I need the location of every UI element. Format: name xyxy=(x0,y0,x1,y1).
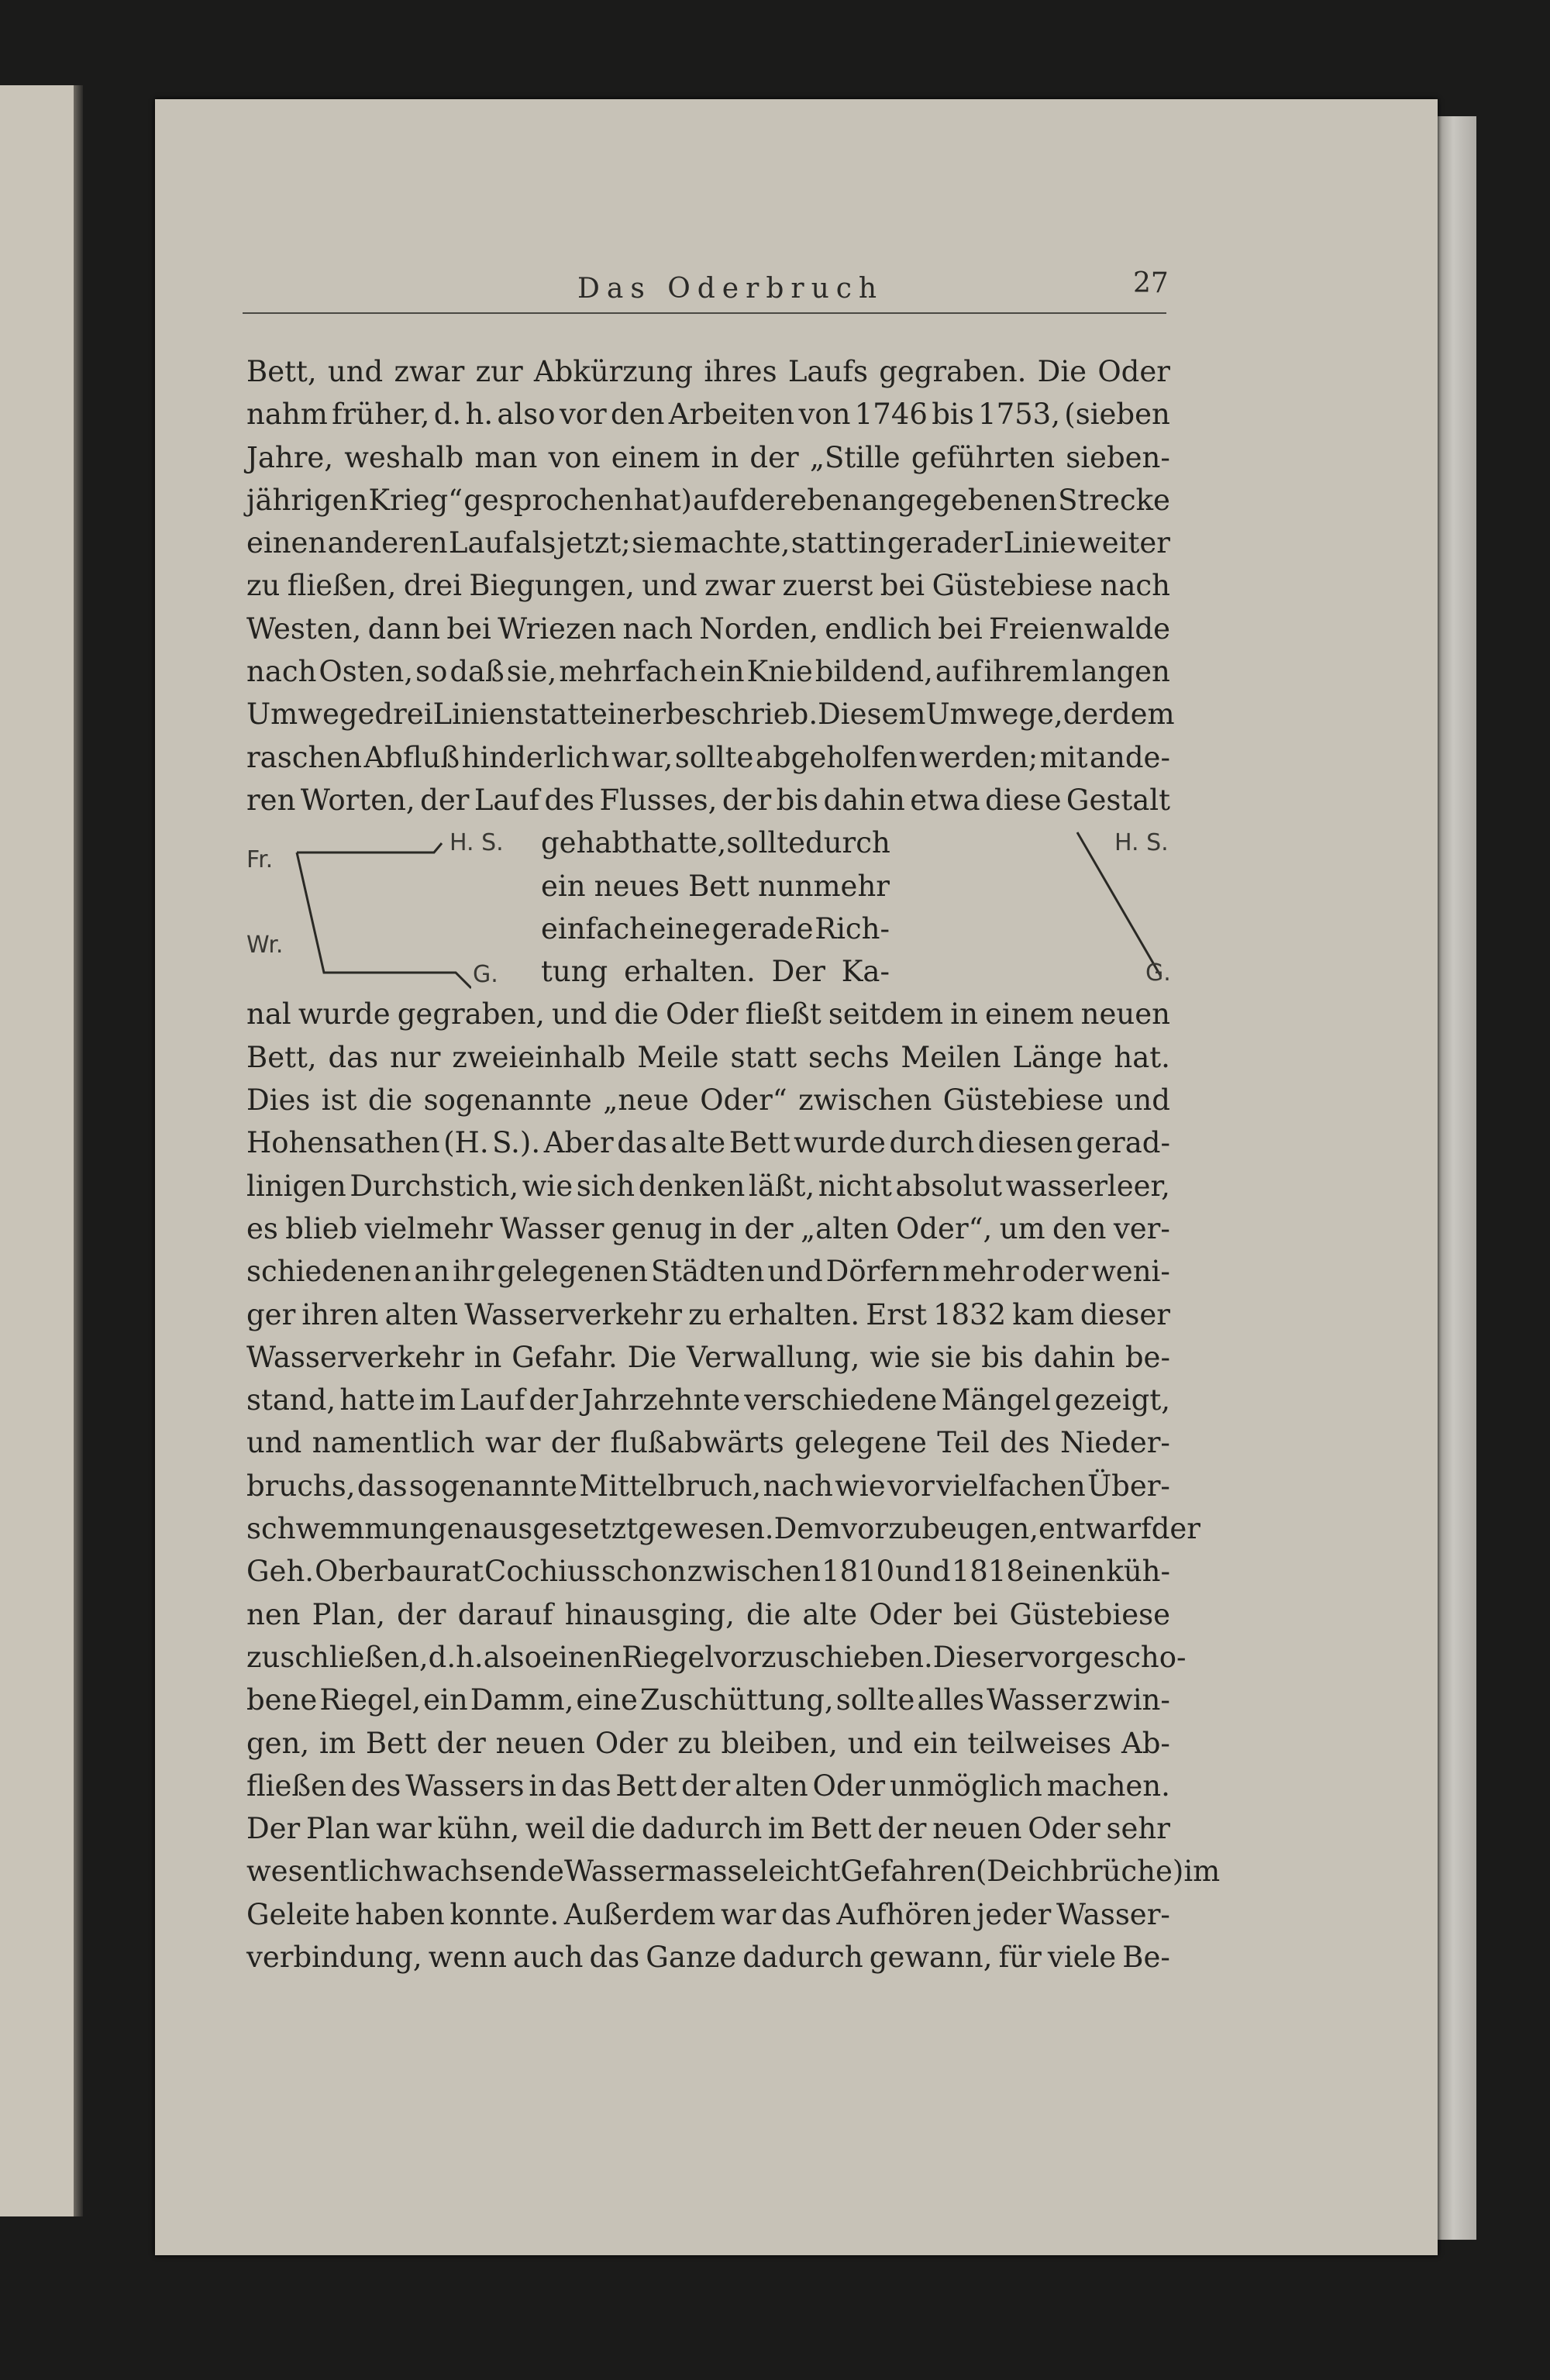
text-line: bene Riegel, ein Damm, eine Zuschüttung, sollte alles Wasser zwin- xyxy=(246,1683,1170,1717)
text-line: einen anderen Lauf als jetzt; sie machte, statt in gerader Linie weiter xyxy=(246,526,1170,560)
figure-text-line: ein neues Bett nunmehr xyxy=(541,869,890,903)
text-line: Bett, das nur zweieinhalb Meile statt sechs Meilen Länge hat. xyxy=(246,1040,1170,1074)
label-fr: Fr. xyxy=(246,846,274,874)
running-header-title: Das Oderbruch xyxy=(577,273,884,305)
text-line: raschen Abfluß hinderlich war, sollte abgeholfen werden; mit ande- xyxy=(246,740,1170,774)
figure-text-line: tung erhalten. Der Ka- xyxy=(541,955,890,989)
text-line: Westen, dann bei Wriezen nach Norden, endlich bei Freienwalde xyxy=(246,611,1170,646)
page-number: 27 xyxy=(1133,267,1169,299)
text-line: jährigen Krieg“ gesprochen hat) auf der eben angegebenen Strecke xyxy=(246,483,1170,517)
text-line: es blieb vielmehr Wasser genug in der „alten Oder“, um den ver- xyxy=(246,1211,1170,1245)
text-line: Bett, und zwar zur Abkürzung ihres Laufs gegraben. Die Oder xyxy=(246,355,1170,388)
text-line: nen Plan, der darauf hinausging, die alte Oder bei Güstebiese xyxy=(246,1597,1170,1631)
text-line: zu schließen, d. h. also einen Riegel vorzuschieben. Dieser vorgescho- xyxy=(246,1640,1187,1674)
text-line: Geleite haben konnte. Außerdem war das Aufhören jeder Wasser- xyxy=(246,1897,1170,1931)
text-line: verbindung, wenn auch das Ganze dadurch gewann, für viele Be- xyxy=(246,1940,1170,1974)
label-new-hs: H. S. xyxy=(1114,829,1169,857)
text-line: gen, im Bett der neuen Oder zu bleiben, und ein teilweises Ab- xyxy=(246,1726,1170,1760)
text-line: Dies ist die sogenannte „neue Oder“ zwischen Güstebiese und xyxy=(246,1083,1170,1118)
book-page-edges xyxy=(1438,116,1476,2240)
text-line: Der Plan war kühn, weil die dadurch im Bett der neuen Oder sehr xyxy=(246,1812,1170,1846)
text-line: Geh. Oberbaurat Cochius schon zwischen 1810 und 1818 einen küh- xyxy=(246,1555,1170,1589)
figure-text-line: einfach eine gerade Rich- xyxy=(541,911,890,945)
figure-text-line: gehabt hatte, sollte durch xyxy=(541,826,890,860)
text-line: schwemmungen ausgesetzt gewesen. Dem vorzubeugen, entwarf der xyxy=(246,1512,1200,1546)
text-line: nahm früher, d. h. also vor den Arbeiten von 1746 bis 1753, (sieben xyxy=(246,398,1170,432)
label-new-g: G. xyxy=(1145,959,1171,987)
paragraph-after-figure xyxy=(246,993,1221,1979)
text-line: ren Worten, der Lauf des Flusses, der bis dahin etwa diese Gestalt xyxy=(246,783,1170,817)
label-old-g: G. xyxy=(473,961,498,989)
label-wr: Wr. xyxy=(246,932,284,959)
text-line: Hohensathen (H. S.). Aber das alte Bett wurde durch diesen gerad- xyxy=(246,1126,1170,1160)
text-line: ger ihren alten Wasserverkehr zu erhalten. Erst 1832 kam dieser xyxy=(246,1297,1170,1331)
text-line: Wasserverkehr in Gefahr. Die Verwallung, wie sie bis dahin be- xyxy=(246,1340,1170,1374)
header-rule xyxy=(243,312,1166,314)
text-line: schiedenen an ihr gelegenen Städten und Dörfern mehr oder weni- xyxy=(246,1255,1170,1289)
text-line: und namentlich war der flußabwärts gelegene Teil des Nieder- xyxy=(246,1426,1170,1460)
text-line: fließen des Wassers in das Bett der alten Oder unmöglich machen. xyxy=(246,1769,1170,1803)
text-line: bruchs, das sogenannte Mittelbruch, nach wie vor vielfachen Über- xyxy=(246,1469,1170,1503)
facing-page-edge xyxy=(0,85,76,2216)
label-old-hs: H. S. xyxy=(450,829,504,857)
river-course-figure xyxy=(246,821,1170,993)
text-line: wesentlich wachsende Wassermasse leicht Gefahren (Deichbrüche) im xyxy=(246,1855,1221,1889)
text-line: nach Osten, so daß sie, mehrfach ein Knie bildend, auf ihrem langen xyxy=(246,655,1170,689)
text-line: zu fließen, drei Biegungen, und zwar zuerst bei Güstebiese nach xyxy=(246,569,1170,603)
text-line: Umwege drei Linien statt einer beschrieb. Diesem Umwege, der dem xyxy=(246,697,1175,732)
text-line: stand, hatte im Lauf der Jahrzehnte verschiedene Mängel gezeigt, xyxy=(246,1383,1170,1417)
paragraph-before-figure xyxy=(246,350,1175,821)
text-line: nal wurde gegraben, und die Oder fließt seitdem in einem neuen xyxy=(246,997,1170,1032)
text-line: Jahre, weshalb man von einem in der „Stille geführten sieben- xyxy=(246,440,1170,474)
text-line: linigen Durchstich, wie sich denken läßt, nicht absolut wasserleer, xyxy=(246,1169,1170,1203)
gutter-shadow xyxy=(74,85,83,2216)
body-text xyxy=(246,350,1221,1979)
